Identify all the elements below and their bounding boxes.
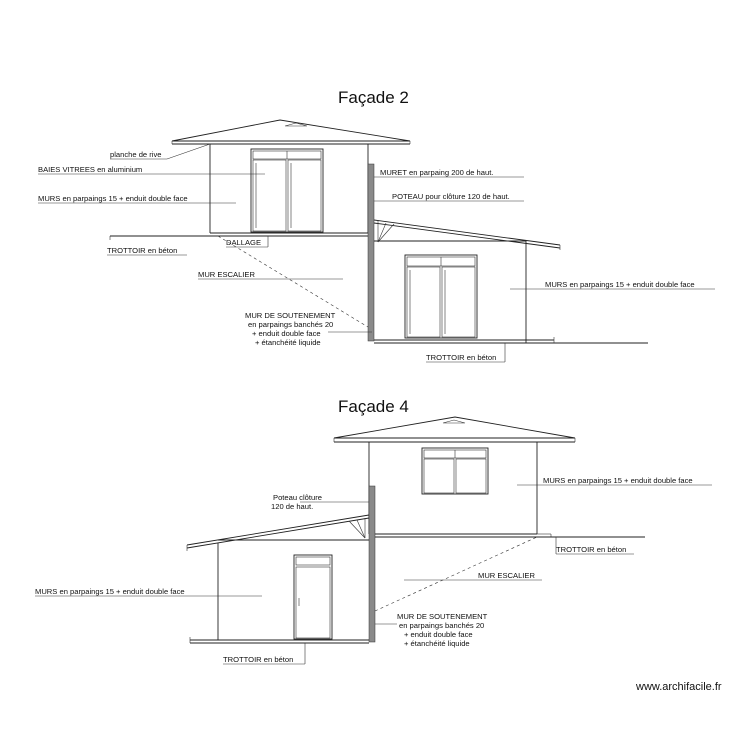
label-soutenement-2: en parpaings banchés 20 [248, 320, 334, 329]
label-murs-left: MURS en parpaings 15 + enduit double face [38, 194, 188, 203]
label-f4-trottoir-bottom: TROTTOIR en béton [223, 655, 294, 664]
label-murs-right: MURS en parpaings 15 + enduit double face [545, 280, 695, 289]
label-f4-poteau-1: Poteau clôture [273, 493, 322, 502]
label-soutenement-1: MUR DE SOUTENEMENT [245, 311, 336, 320]
label-poteau: POTEAU pour clôture 120 de haut. [392, 192, 510, 201]
facade-2-lower-roof [374, 220, 560, 250]
watermark: www.archifacile.fr [636, 681, 722, 693]
facade-2-retaining-wall [368, 164, 374, 341]
label-f4-murs-left: MURS en parpaings 15 + enduit double face [35, 587, 185, 596]
label-f4-mur-escalier: MUR ESCALIER [478, 571, 535, 580]
label-f4-murs-upper: MURS en parpaings 15 + enduit double face [543, 476, 693, 485]
facade-2-upper-roof [172, 120, 410, 144]
facade-4-lower-roof [187, 515, 369, 551]
facade-4 [35, 397, 712, 664]
label-f4-trottoir-right: TROTTOIR en béton [556, 545, 627, 554]
facade-4-upper-walls [369, 442, 645, 537]
label-f4-poteau-2: 120 de haut. [271, 502, 314, 511]
label-f4-soutenement-1: MUR DE SOUTENEMENT [397, 612, 488, 621]
label-baies-vitrees: BAIES VITREES en aluminium [38, 165, 143, 174]
label-trottoir-bottom: TROTTOIR en béton [426, 353, 497, 362]
facade-4-retaining-wall [369, 486, 375, 642]
label-f4-soutenement-4: + étanchéité liquide [404, 639, 470, 648]
label-mur-escalier: MUR ESCALIER [198, 270, 255, 279]
facade-2-title: Façade 2 [338, 88, 409, 107]
facade-2-bay-window [251, 149, 323, 232]
facade-2 [38, 88, 715, 362]
facade-4-lower-walls [190, 540, 369, 643]
facade-2-lower-window [405, 255, 477, 338]
facade-4-title: Façade 4 [338, 397, 409, 416]
label-soutenement-4: + étanchéité liquide [255, 338, 321, 347]
facade-2-annotations [38, 144, 715, 362]
label-trottoir-left: TROTTOIR en béton [107, 246, 178, 255]
label-soutenement-3: + enduit double face [252, 329, 321, 338]
facade-2-lower-walls [374, 241, 648, 343]
label-muret: MURET en parpaing 200 de haut. [380, 168, 494, 177]
label-planche-de-rive: planche de rive [110, 150, 162, 159]
label-f4-soutenement-3: + enduit double face [404, 630, 473, 639]
facade-4-door [294, 555, 332, 639]
label-dallage: DALLAGE [226, 238, 262, 247]
facade-4-upper-roof [334, 417, 575, 442]
facade-4-upper-window [422, 448, 488, 494]
label-f4-soutenement-2: en parpaings banchés 20 [399, 621, 485, 630]
